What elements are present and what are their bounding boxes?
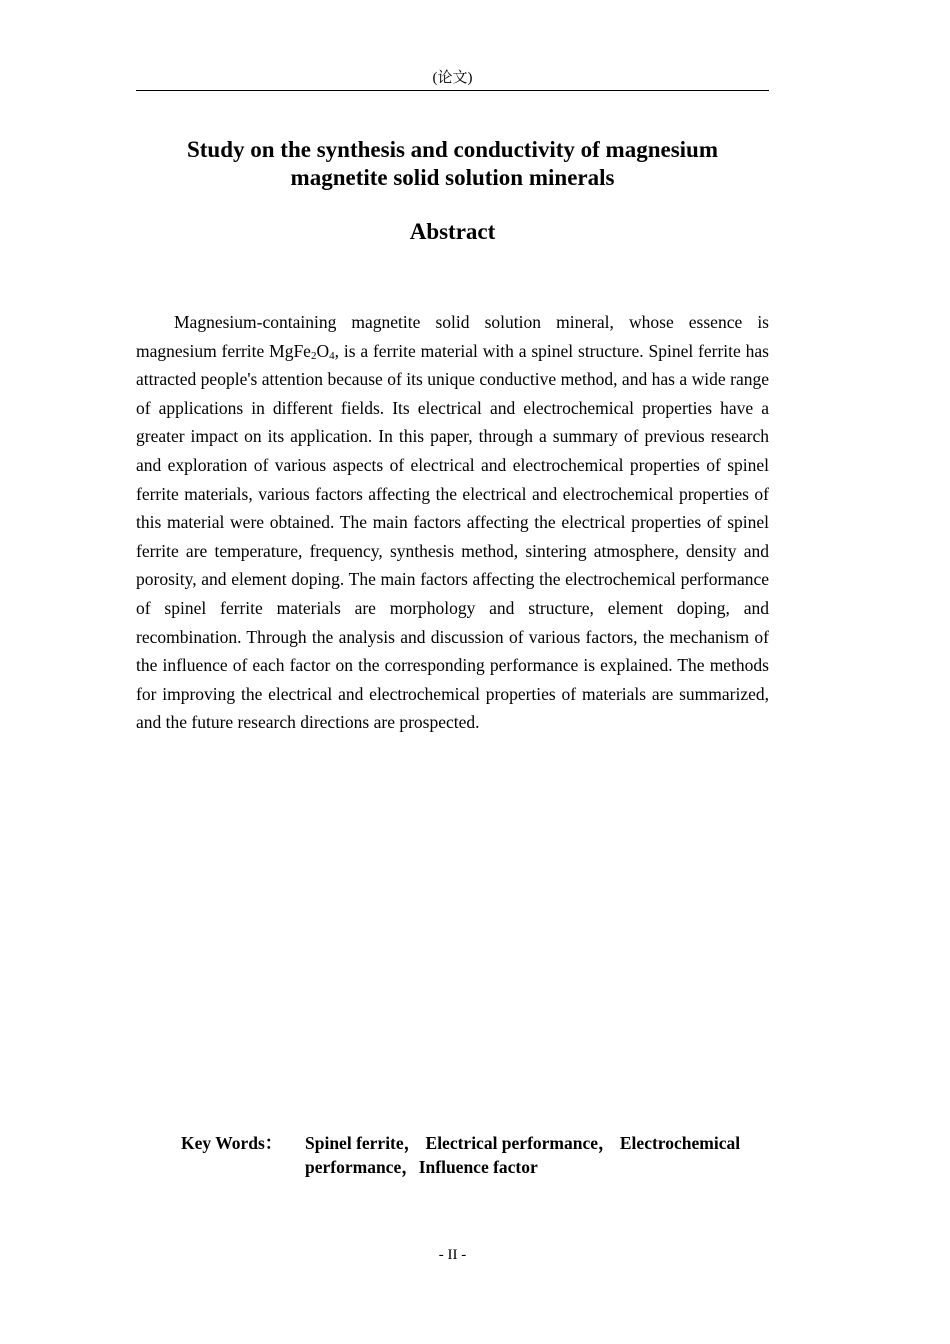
abstract-heading: Abstract — [409, 219, 496, 244]
keywords-label: Key Words： — [181, 1133, 283, 1153]
keywords-list: Spinel ferrite， Electrical performance， Electrochemical performance，Influence factor — [305, 1133, 741, 1177]
page-number: - II - — [438, 1247, 467, 1263]
paper-title — [136, 136, 769, 192]
abstract-body — [136, 308, 769, 737]
paper-title-line-1: Study on the synthesis and conductivity of magnesium — [186, 137, 718, 162]
chemical-formula: $MgFe_2O_4$ — [269, 340, 335, 362]
abstract-text-rest: , is a ferrite material with a spinel structure. Spinel ferrite has attracted people's attention because of its unique conductive method, and has a wide range of applications in different fields. Its electrical and electrochemical properties have a greater impact on its application. In this paper, through a summary of previous research and exploration of various aspects of electrical and electrochemical properties of spinel ferrite materials, various factors affecting the electrical and electrochemical properties of this material were obtained. The main factors affecting the electrical properties of spinel ferrite are temperature, frequency, synthesis method, sintering atmosphere, density and porosity, and element doping. The main factors affecting the electrochemical performance of spinel ferrite materials are morphology and structure, element doping, and recombination. Through the analysis and discussion of various factors, the mechanism of the influence of each factor on the corresponding performance is explained. The methods for improving the electrical and electrochemical properties of materials are summarized, and the future research directions are prospected. — [136, 340, 769, 733]
abstract-text-start: Magnesium-containing magnetite solid solution mineral, whose essence is magnesium ferrite — [136, 312, 769, 361]
running-header: (论文) — [136, 68, 769, 91]
paper-title-line-2: magnetite solid solution minerals — [290, 165, 615, 190]
